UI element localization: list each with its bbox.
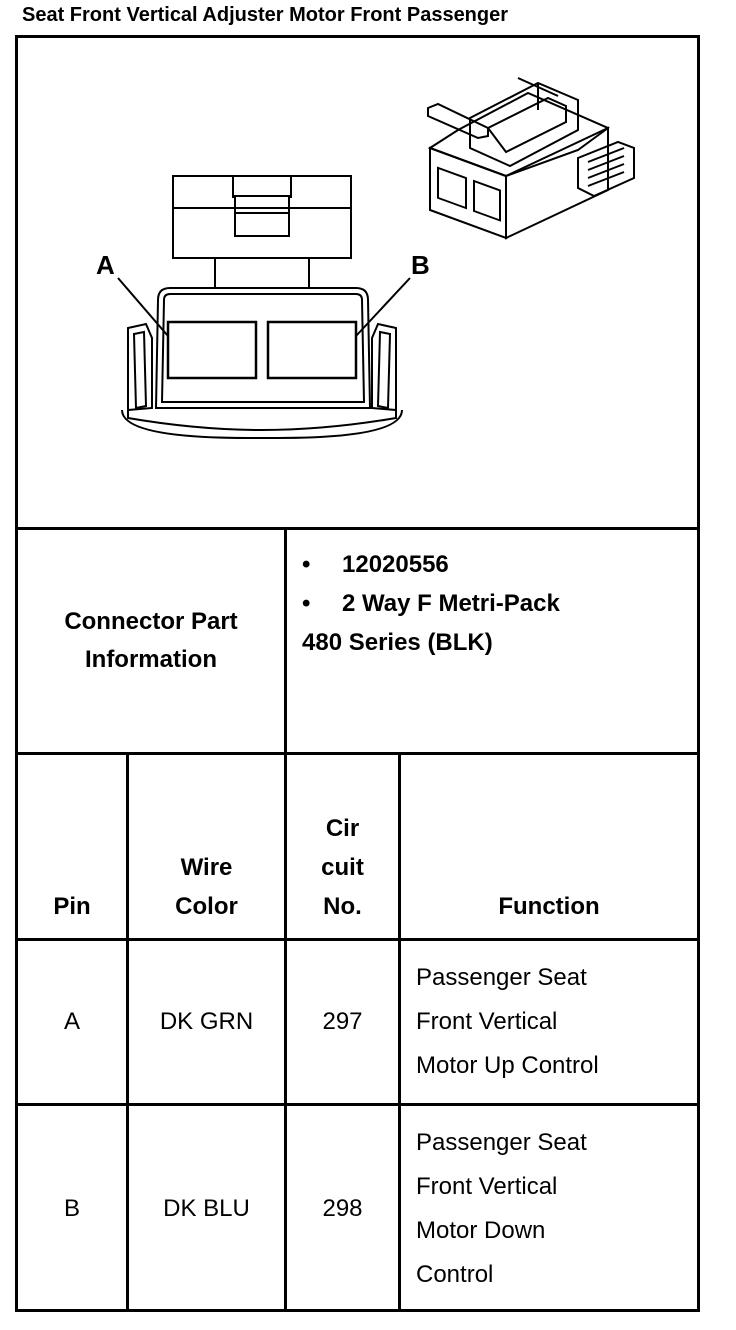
row-b-function-line-3: Motor Down <box>416 1217 546 1244</box>
header-circuit-line-1: Cir <box>325 815 360 842</box>
table-row-wire-color <box>129 941 284 1103</box>
table-row-function <box>416 1106 697 1312</box>
row-a-function <box>416 956 599 1088</box>
row-b-function-line-4: Control <box>416 1261 494 1288</box>
connector-info-label <box>64 603 237 679</box>
table-row-circuit <box>287 1106 398 1312</box>
pin-label-a: A <box>96 250 115 280</box>
table-row-function <box>416 941 697 1103</box>
connector-info-label-line-2: Information <box>84 646 217 673</box>
connector-info-details-cell <box>302 545 697 745</box>
connector-drawing <box>18 38 697 528</box>
description-item <box>302 584 560 623</box>
header-function-cell <box>401 755 697 938</box>
row-a-function-line-3: Motor Up Control <box>416 1052 599 1079</box>
connector-diagram <box>18 38 697 528</box>
row-a-function-line-2: Front Vertical <box>416 1008 558 1035</box>
connector-description-line-1: 2 Way F Metri-Pack <box>342 590 560 617</box>
header-pin: Pin <box>53 893 91 920</box>
page-title: Seat Front Vertical Adjuster Motor Front Passenger <box>22 4 509 26</box>
header-function: Function <box>498 893 600 920</box>
row-b-pin: B <box>63 1195 80 1222</box>
connector-front-view <box>118 176 410 438</box>
cavity-b <box>268 322 356 378</box>
header-wire-color-line-1: Wire <box>180 854 233 881</box>
header-circuit <box>321 809 364 926</box>
row-a-function-line-1: Passenger Seat <box>416 964 587 991</box>
header-circuit-cell <box>287 755 398 938</box>
part-number: 12020556 <box>342 551 449 578</box>
header-wire-color <box>175 848 238 926</box>
bullet-icon: • <box>302 590 311 617</box>
table-row-wire-color <box>129 1106 284 1312</box>
header-pin-cell <box>18 755 126 938</box>
connector-isometric-view <box>428 78 634 238</box>
bullet-icon: • <box>302 551 311 578</box>
row-a-pin: A <box>63 1008 80 1035</box>
header-circuit-line-3: No. <box>323 893 362 920</box>
table-row-pin <box>18 1106 126 1312</box>
row-b-circuit: 298 <box>322 1195 363 1222</box>
row-b-function-line-1: Passenger Seat <box>416 1129 587 1156</box>
row-b-function <box>416 1121 587 1297</box>
row-a-circuit: 297 <box>322 1008 363 1035</box>
row-b-function-line-2: Front Vertical <box>416 1173 558 1200</box>
connector-info-details <box>302 545 560 745</box>
header-circuit-line-2: cuit <box>321 854 364 881</box>
cavity-a <box>168 322 256 378</box>
row-b-wire-color: DK BLU <box>163 1195 250 1222</box>
connector-info-label-line-1: Connector Part <box>64 608 238 635</box>
table-row-pin <box>18 941 126 1103</box>
connector-info-label-cell <box>18 530 284 752</box>
part-number-item <box>302 545 560 584</box>
header-wire-color-line-2: Color <box>175 893 238 920</box>
table-row-circuit <box>287 941 398 1103</box>
pin-label-b: B <box>411 250 430 280</box>
row-a-wire-color: DK GRN <box>159 1008 254 1035</box>
connector-description-line-2: 480 Series (BLK) <box>302 629 493 656</box>
header-wire-color-cell <box>129 755 284 938</box>
